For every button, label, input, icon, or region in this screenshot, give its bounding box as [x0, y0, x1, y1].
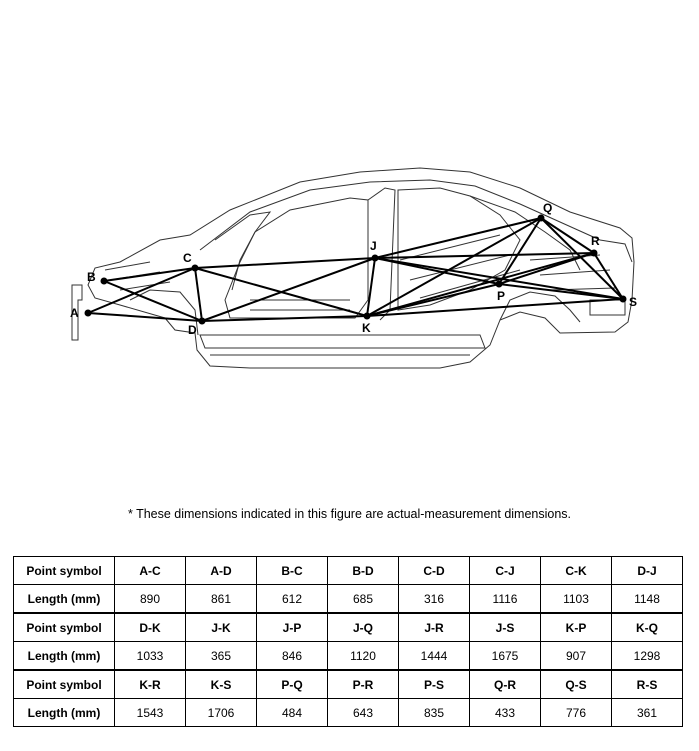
length-value-cell: 433	[470, 699, 541, 727]
symbol-row	[14, 557, 683, 585]
length-value-cell: 890	[115, 585, 186, 614]
point-label-K: K	[362, 321, 371, 335]
point-label-Q: Q	[543, 201, 553, 215]
point-symbol-cell: C-D	[399, 557, 470, 585]
measurement-point-Q	[538, 215, 545, 222]
point-symbol-cell: P-R	[328, 670, 399, 699]
measurement-point-B	[101, 278, 108, 285]
point-label-J: J	[370, 239, 377, 253]
point-symbol-cell: Q-S	[541, 670, 612, 699]
length-value-cell: 846	[257, 642, 328, 671]
point-label-C: C	[183, 251, 192, 265]
measurement-point-P	[496, 281, 503, 288]
point-symbol-cell: D-K	[115, 613, 186, 642]
length-row	[14, 585, 683, 614]
measurement-line-C-J	[195, 258, 375, 268]
length-value-cell: 316	[399, 585, 470, 614]
point-label-R: R	[591, 234, 600, 248]
point-symbol-cell: J-R	[399, 613, 470, 642]
point-symbol-header: Point symbol	[14, 670, 115, 699]
measurement-point-J	[372, 255, 379, 262]
point-symbol-cell: J-P	[257, 613, 328, 642]
measurement-line-C-D	[195, 268, 202, 321]
length-value-cell: 361	[612, 699, 683, 727]
point-symbol-header: Point symbol	[14, 557, 115, 585]
length-value-cell: 1543	[115, 699, 186, 727]
point-symbol-cell: B-D	[328, 557, 399, 585]
point-symbol-cell: J-Q	[328, 613, 399, 642]
length-header: Length (mm)	[14, 585, 115, 614]
length-value-cell: 1706	[186, 699, 257, 727]
length-value-cell: 1116	[470, 585, 541, 614]
point-symbol-cell: D-J	[612, 557, 683, 585]
point-label-B: B	[87, 270, 96, 284]
length-value-cell: 1103	[541, 585, 612, 614]
length-value-cell: 776	[541, 699, 612, 727]
point-symbol-cell: R-S	[612, 670, 683, 699]
symbol-row	[14, 613, 683, 642]
point-symbol-cell: K-R	[115, 670, 186, 699]
length-value-cell: 365	[186, 642, 257, 671]
point-symbol-cell: J-S	[470, 613, 541, 642]
point-symbol-cell: C-J	[470, 557, 541, 585]
measurement-lines	[88, 218, 623, 321]
point-symbol-cell: K-Q	[612, 613, 683, 642]
length-value-cell: 612	[257, 585, 328, 614]
point-symbol-header: Point symbol	[14, 613, 115, 642]
point-symbol-cell: A-C	[115, 557, 186, 585]
point-label-D: D	[188, 323, 197, 337]
point-symbol-cell: P-S	[399, 670, 470, 699]
point-symbol-cell: Q-R	[470, 670, 541, 699]
point-label-S: S	[629, 295, 638, 309]
length-value-cell: 1033	[115, 642, 186, 671]
length-header: Length (mm)	[14, 699, 115, 727]
measurement-point-D	[199, 318, 206, 325]
length-value-cell: 1675	[470, 642, 541, 671]
point-label-P: P	[497, 289, 506, 303]
length-value-cell: 1298	[612, 642, 683, 671]
measurement-line-J-Q	[375, 218, 541, 258]
length-value-cell: 1120	[328, 642, 399, 671]
measurement-point-A	[85, 310, 92, 317]
point-symbol-cell: K-P	[541, 613, 612, 642]
length-row	[14, 642, 683, 671]
length-value-cell: 907	[541, 642, 612, 671]
point-symbol-cell: J-K	[186, 613, 257, 642]
point-symbol-cell: K-S	[186, 670, 257, 699]
length-value-cell: 1444	[399, 642, 470, 671]
measurement-point-R	[591, 250, 598, 257]
length-value-cell: 835	[399, 699, 470, 727]
length-value-cell: 643	[328, 699, 399, 727]
length-value-cell: 861	[186, 585, 257, 614]
point-symbol-cell: C-K	[541, 557, 612, 585]
measurement-line-J-R	[375, 253, 594, 258]
measurement-note: * These dimensions indicated in this figure are actual-measurement dimensions.	[127, 507, 572, 521]
point-symbol-cell: P-Q	[257, 670, 328, 699]
point-label-A: A	[70, 306, 79, 320]
measurement-point-K	[364, 313, 371, 320]
length-row	[14, 699, 683, 727]
dimension-table	[13, 556, 683, 727]
length-header: Length (mm)	[14, 642, 115, 671]
length-value-cell: 1148	[612, 585, 683, 614]
point-symbol-cell: B-C	[257, 557, 328, 585]
measurement-point-S	[620, 296, 627, 303]
symbol-row	[14, 670, 683, 699]
length-value-cell: 484	[257, 699, 328, 727]
point-symbol-cell: A-D	[186, 557, 257, 585]
measurement-point-C	[192, 265, 199, 272]
length-value-cell: 685	[328, 585, 399, 614]
